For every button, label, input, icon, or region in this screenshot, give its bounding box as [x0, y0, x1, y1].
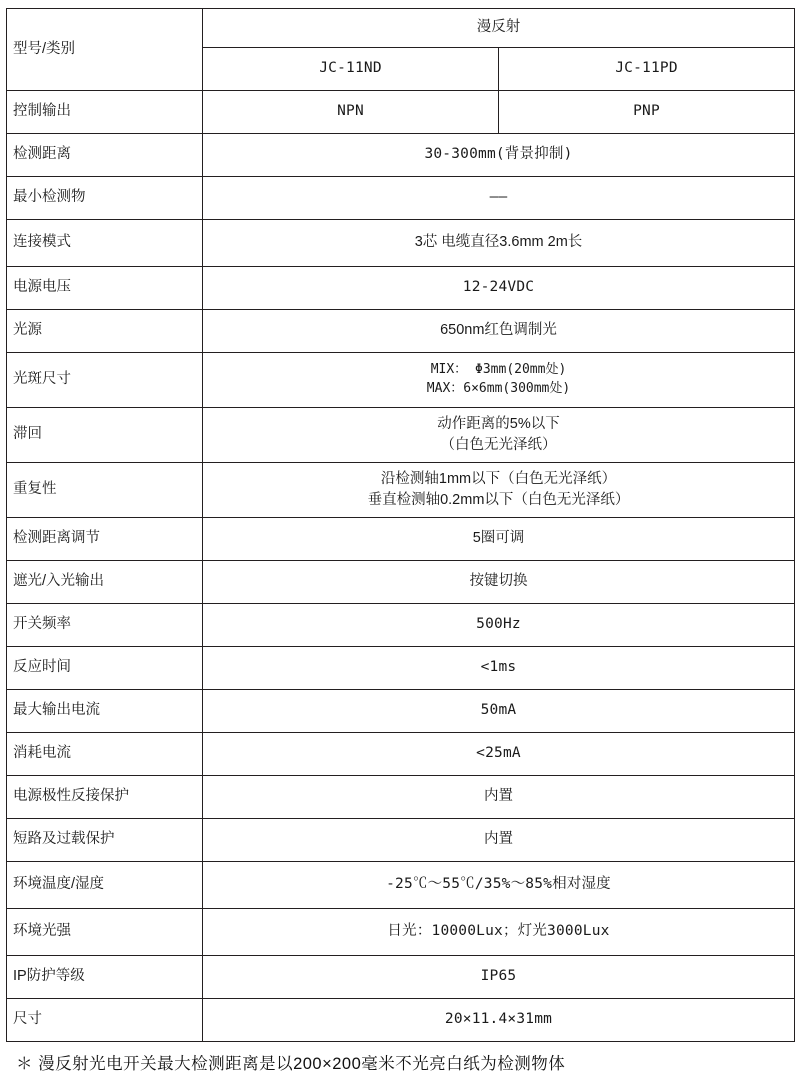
footnote-text: ＊ 漫反射光电开关最大检测距离是以200×200毫米不光亮白纸为检测物体: [16, 1055, 566, 1073]
row-value-wrap: [203, 561, 795, 604]
row-label: 检测距离调节: [7, 518, 203, 561]
row-value-wrap: [203, 819, 795, 862]
row-value: IP65: [203, 956, 795, 999]
table-row: [7, 518, 795, 561]
row-value-wrap: [203, 310, 795, 353]
row-value-multiline: [203, 353, 795, 408]
table-row: [7, 267, 795, 310]
row-label: 反应时间: [7, 647, 203, 690]
table-row: [7, 353, 795, 408]
table-row: [7, 561, 795, 604]
header-group-cell: [203, 9, 795, 48]
header-label-cell: 型号/类别: [7, 9, 203, 91]
header-group-label: 漫反射: [476, 19, 521, 36]
table-row: [7, 647, 795, 690]
table-row: [7, 177, 795, 220]
table-row: [7, 220, 795, 267]
table-row: [7, 862, 795, 909]
row-label: 电源电压: [7, 267, 203, 310]
row-value-wrap: [203, 220, 795, 267]
table-row: [7, 690, 795, 733]
row-value-multiline: [203, 463, 795, 518]
row-value-line-2: （白色无光泽纸）: [440, 437, 557, 453]
row-value: 30-300mm(背景抑制): [203, 134, 795, 177]
table-row: [7, 310, 795, 353]
row-label: 开关频率: [7, 604, 203, 647]
row-label: 最小检测物: [7, 177, 203, 220]
row-label: 连接模式: [7, 220, 203, 267]
table-row: [7, 819, 795, 862]
row-label: 短路及过载保护: [7, 819, 203, 862]
row-value-line-1: 沿检测轴1mm以下（白色无光泽纸）: [380, 470, 617, 487]
row-value-wrap: [203, 776, 795, 819]
row-label: 重复性: [7, 463, 203, 518]
row-value-line-1: MIX： Φ3mm(20mm处): [430, 362, 567, 378]
table-row-header-group: [7, 9, 795, 48]
table-row: [7, 956, 795, 999]
row-value: 500Hz: [203, 604, 795, 647]
table-row: [7, 999, 795, 1042]
row-value: 内置: [484, 831, 513, 848]
table-row: [7, 776, 795, 819]
row-value-multiline: [203, 408, 795, 463]
row-label: 光斑尺寸: [7, 353, 203, 408]
row-value-line-2: 垂直检测轴0.2mm以下（白色无光泽纸）: [367, 492, 630, 508]
row-value: 50mA: [203, 690, 795, 733]
row-value: ——: [203, 177, 795, 220]
row-value-line-2: MAX：6×6mm(300mm处): [426, 381, 571, 396]
row-value: 5圈可调: [472, 530, 525, 547]
row-label: 检测距离: [7, 134, 203, 177]
row-value: <1ms: [203, 647, 795, 690]
model-cell-2: JC-11PD: [499, 48, 795, 91]
row-label: 滞回: [7, 408, 203, 463]
row-value-line-1: 动作距离的5%以下: [437, 415, 560, 432]
row-value: <25mA: [203, 733, 795, 776]
row-label: 遮光/入光输出: [7, 561, 203, 604]
row-value: 3芯 电缆直径3.6mm 2m长: [414, 234, 583, 251]
row-value-npn: NPN: [203, 91, 499, 134]
row-label: 消耗电流: [7, 733, 203, 776]
row-label: 尺寸: [7, 999, 203, 1042]
table-row: [7, 91, 795, 134]
row-label: 最大输出电流: [7, 690, 203, 733]
row-label: 光源: [7, 310, 203, 353]
table-row: [7, 134, 795, 177]
row-value-wrap: [203, 518, 795, 561]
row-label: 环境温度/湿度: [7, 862, 203, 909]
specification-table: [6, 8, 795, 1042]
table-row: [7, 604, 795, 647]
table-row: [7, 463, 795, 518]
row-value: 650nm红色调制光: [440, 322, 557, 339]
row-label: IP防护等级: [7, 956, 203, 999]
row-label: 电源极性反接保护: [7, 776, 203, 819]
table-row: [7, 733, 795, 776]
row-value-pnp: PNP: [499, 91, 795, 134]
table-row: [7, 408, 795, 463]
row-value: 12-24VDC: [203, 267, 795, 310]
model-cell-1: JC-11ND: [203, 48, 499, 91]
row-label: 控制输出: [7, 91, 203, 134]
table-row: [7, 909, 795, 956]
row-value: 日光：10000Lux；灯光3000Lux: [203, 909, 795, 956]
row-value: 按键切换: [469, 573, 528, 590]
row-value: 内置: [484, 788, 513, 805]
row-label: 环境光强: [7, 909, 203, 956]
row-value: 20×11.4×31mm: [203, 999, 795, 1042]
row-value: -25℃～55℃/35%～85%相对湿度: [203, 862, 795, 909]
table-body: [7, 9, 795, 1042]
